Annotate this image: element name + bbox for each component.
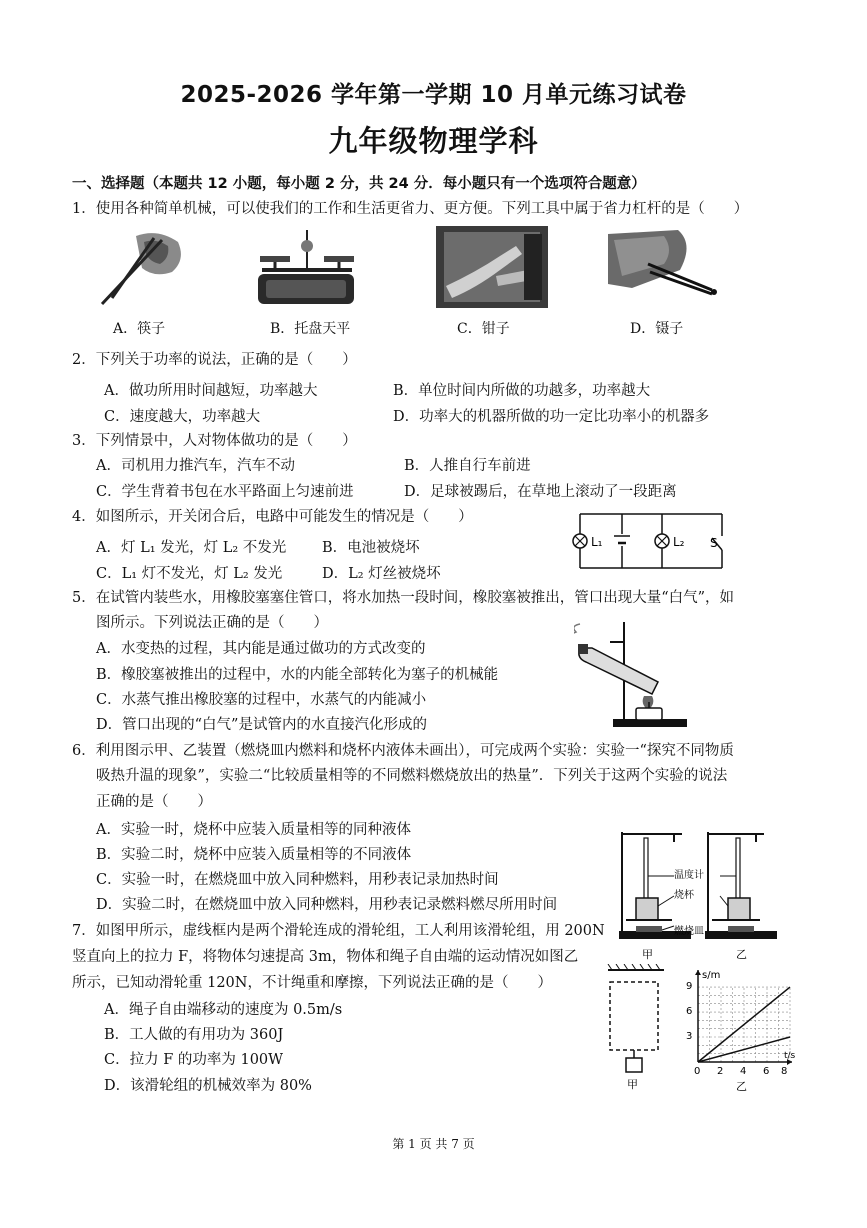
label-yi: 乙: [736, 948, 747, 961]
q2-stem: 2．下列关于功率的说法，正确的是（ ）: [72, 352, 357, 368]
q6-option-c: C．实验一时，在燃烧皿中放入同种燃料，用秒表记录加热时间: [96, 872, 499, 888]
q7-option-a: A．绳子自由端移动的速度为 0.5m/s: [104, 1002, 343, 1018]
q1-stem: 1．使用各种简单机械，可以使我们的工作和生活更省力、更方便。下列工具中属于省力杠杆的是（ ）: [72, 201, 749, 217]
q7-stem-line2: 竖直向上的拉力 F，将物体匀速提高 3m，物体和绳子自由端的运动情况如图乙: [72, 949, 579, 965]
q5-option-a: A．水变热的过程，其内能是通过做功的方式改变的: [96, 641, 426, 657]
q7-option-c: C．拉力 F 的功率为 100W: [104, 1052, 284, 1068]
q4-option-a: A．灯 L₁ 发光，灯 L₂ 不发光: [96, 540, 287, 556]
q3-stem: 3．下列情景中，人对物体做功的是（ ）: [72, 433, 357, 449]
x-tick-8: 8: [781, 1066, 788, 1077]
q2-option-d: D．功率大的机器所做的功一定比功率小的机器多: [393, 409, 710, 425]
chopsticks-image: [96, 226, 188, 306]
q3-option-a: A．司机用力推汽车，汽车不动: [96, 458, 295, 474]
q3-option-c: C．学生背着书包在水平路面上匀速前进: [96, 484, 354, 500]
page-footer: 第 1 页 共 7 页: [392, 1137, 475, 1151]
q6-stem-line2: 吸热升温的现象”，实验二“比较质量相等的不同燃料燃烧放出的热量”．下列关于这两个实验的说法: [96, 768, 728, 784]
q5-stem-line1: 5．在试管内装些水，用橡胶塞塞住管口，将水加热一段时间，橡胶塞被推出，管口出现大量“白气”，如: [72, 590, 735, 606]
x-tick-4: 4: [740, 1066, 747, 1077]
q3-option-d: D．足球被踢后，在草地上滚动了一段距离: [404, 484, 677, 500]
q7-pulley-figure: [604, 964, 668, 1092]
label-q7-yi: 乙: [736, 1080, 747, 1092]
q7-stem-line3: 所示，已知动滑轮重 120N，不计绳重和摩擦，下列说法正确的是（ ）: [72, 975, 552, 991]
q2-option-a: A．做功所用时间越短，功率越大: [104, 383, 318, 399]
q3-option-b: B．人推自行车前进: [404, 458, 531, 474]
label-q7-jia: 甲: [627, 1078, 638, 1091]
q6-option-b: B．实验二时，烧杯中应装入质量相等的不同液体: [96, 847, 412, 863]
axis-x-label: t/s: [784, 1051, 796, 1061]
q4-option-b: B．电池被烧坏: [322, 540, 420, 556]
q7-option-b: B．工人做的有用功为 360J: [104, 1027, 284, 1043]
q1-option-d: D．镊子: [630, 321, 684, 337]
x-tick-0: 0: [694, 1066, 701, 1077]
q6-option-a: A．实验一时，烧杯中应装入质量相等的同种液体: [96, 822, 411, 838]
q2-option-c: C．速度越大，功率越大: [104, 409, 261, 425]
y-tick-9: 9: [686, 981, 693, 992]
q5-stem-line2: 图所示。下列说法正确的是（ ）: [96, 615, 328, 631]
pliers-image: [436, 226, 548, 308]
label-thermometer: 温度计: [674, 870, 704, 881]
q5-test-tube-figure: [574, 618, 694, 730]
q2-option-b: B．单位时间内所做的功越多，功率越大: [393, 383, 651, 399]
q1-option-a: A．筷子: [113, 321, 166, 337]
q4-stem: 4．如图所示，开关闭合后，电路中可能发生的情况是（ ）: [72, 509, 473, 525]
x-tick-6: 6: [763, 1066, 770, 1077]
q1-option-b: B．托盘天平: [270, 321, 351, 337]
label-l1: L₁: [591, 535, 603, 549]
label-burner: 燃烧皿: [674, 926, 704, 937]
axis-y-label: s/m: [702, 970, 721, 981]
q7-st-graph: [680, 966, 800, 1092]
free-end-line: [698, 987, 790, 1062]
q5-option-b: B．橡胶塞被推出的过程中，水的内能全部转化为塞子的机械能: [96, 667, 499, 683]
y-tick-6: 6: [686, 1006, 693, 1017]
q4-option-d: D．L₂ 灯丝被烧坏: [322, 566, 441, 582]
q7-stem-line1: 7．如图甲所示，虚线框内是两个滑轮连成的滑轮组，工人利用该滑轮组，用 200N: [72, 923, 605, 939]
q5-option-d: D．管口出现的“白气”是试管内的水直接汽化形成的: [96, 717, 427, 733]
q6-stem-line3: 正确的是（ ）: [96, 794, 212, 810]
y-tick-3: 3: [686, 1031, 693, 1042]
tweezers-image: [608, 224, 722, 308]
q7-option-d: D．该滑轮组的机械效率为 80%: [104, 1078, 312, 1094]
q5-option-c: C．水蒸气推出橡胶塞的过程中，水蒸气的内能减小: [96, 692, 427, 708]
exam-title: 2025-2026 学年第一学期 10 月单元练习试卷: [180, 82, 687, 108]
q4-option-c: C．L₁ 灯不发光，灯 L₂ 发光: [96, 566, 283, 582]
q6-heating-apparatus-figure: [612, 826, 788, 964]
section-heading: 一、选择题（本题共 12 小题，每小题 2 分，共 24 分．每小题只有一个选项符合题意）: [72, 176, 646, 192]
subject-title: 九年级物理学科: [328, 124, 539, 158]
q6-option-d: D．实验二时，在燃烧皿中放入同种燃料，用秒表记录燃料燃尽所用时间: [96, 897, 558, 913]
label-l2: L₂: [673, 535, 685, 549]
q1-option-c: C．钳子: [457, 321, 510, 337]
q4-circuit-diagram: [572, 506, 732, 576]
balance-image: [252, 222, 362, 308]
label-beaker: 烧杯: [674, 890, 694, 901]
q6-stem-line1: 6．利用图示甲、乙装置（燃烧皿内燃料和烧杯内液体未画出），可完成两个实验：实验一“探究不同物质: [72, 743, 734, 759]
label-jia: 甲: [642, 948, 653, 961]
x-tick-2: 2: [717, 1066, 724, 1077]
label-s: S: [710, 536, 718, 550]
